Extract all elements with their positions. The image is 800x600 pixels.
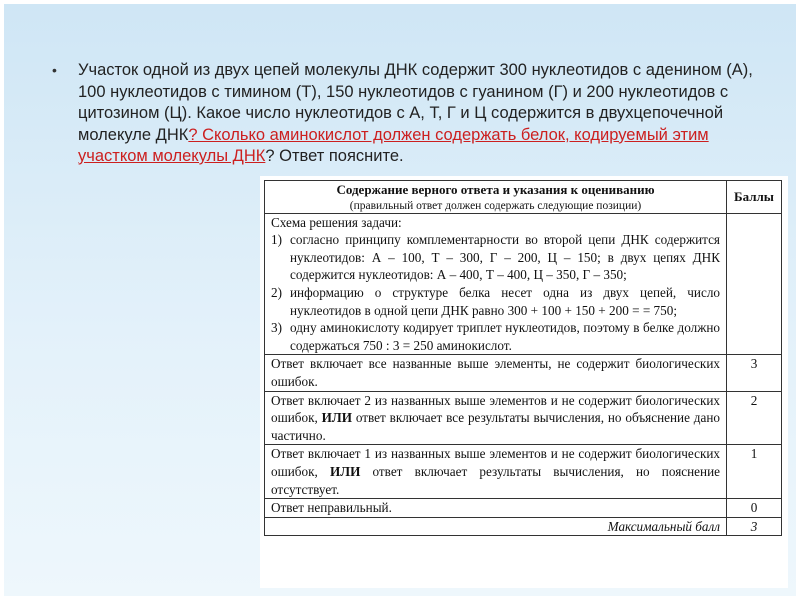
criteria-text-cell bbox=[265, 499, 727, 518]
criteria-row bbox=[265, 355, 782, 391]
task-paragraph bbox=[52, 60, 772, 168]
scheme-item bbox=[271, 319, 720, 354]
max-value: 3 bbox=[727, 517, 782, 536]
criteria-text-cell bbox=[265, 445, 727, 499]
header-content-cell bbox=[265, 181, 727, 214]
criteria-text-cell bbox=[265, 355, 727, 391]
task-instruction: ? Ответ поясните. bbox=[265, 147, 404, 165]
max-label: Максимальный балл bbox=[265, 517, 727, 536]
scheme-points-cell bbox=[727, 213, 782, 355]
criteria-text: ответ включает все результаты вычисления, но объяснение дано частично. bbox=[271, 410, 720, 443]
scheme-cell bbox=[265, 213, 727, 355]
criteria-points: 0 bbox=[727, 499, 782, 518]
criteria-row bbox=[265, 499, 782, 518]
task-statement: Участок одной из двух цепей молекулы ДНК содержит 300 нуклеотидов с аденином (А), 100 нуклеотидов с тимином (Т), 150 нуклеотидов с гуанином (Г) и 200 нуклеотидов с цитозином (Ц). Какое число нуклеотидов с А, Т, Г и Ц содержится в двухцепочечной молекуле ДНК bbox=[78, 61, 753, 144]
header-points-cell: Баллы bbox=[727, 181, 782, 214]
task-text bbox=[78, 60, 772, 168]
task-question: ? Сколько аминокислот должен содержать белок, кодируемый этим участком молекулы ДНК bbox=[78, 125, 709, 165]
scheme-item-number: 2) bbox=[271, 284, 282, 300]
table-header-row bbox=[265, 181, 782, 214]
scheme-row bbox=[265, 213, 782, 355]
criteria-text-cell bbox=[265, 391, 727, 445]
scheme-item bbox=[271, 284, 720, 319]
scheme-item-text: информацию о структуре белка несет одна из двух цепей, число нуклеотидов в одной цепи ДНК равно 300 + 100 + 150 + 200 = = 750; bbox=[290, 284, 720, 318]
slide bbox=[4, 4, 796, 596]
scheme-item bbox=[271, 231, 720, 284]
criteria-row bbox=[265, 445, 782, 499]
criteria-points: 1 bbox=[727, 445, 782, 499]
criteria-points: 2 bbox=[727, 391, 782, 445]
scheme-item-number: 1) bbox=[271, 232, 282, 248]
max-row bbox=[265, 517, 782, 536]
criteria-points: 3 bbox=[727, 355, 782, 391]
criteria-text: Ответ неправильный. bbox=[271, 500, 392, 516]
criteria-text: Ответ включает 1 из названных выше элементов и не содержит биологических ошибок, bbox=[271, 446, 720, 479]
criteria-text: Ответ включает все названные выше элементы, не содержит биологических ошибок. bbox=[271, 356, 720, 389]
criteria-or: ИЛИ bbox=[329, 463, 361, 479]
criteria-text: Ответ включает 2 из названных выше элементов и не содержит биологических ошибок, bbox=[271, 392, 720, 426]
grading-table bbox=[264, 180, 782, 536]
header-subtitle: (правильный ответ должен содержать следующие позиции) bbox=[349, 199, 642, 212]
scheme-list bbox=[271, 231, 720, 354]
criteria-or: ИЛИ bbox=[321, 410, 352, 426]
scheme-item-text: одну аминокислоту кодирует триплет нуклеотидов, поэтому в белке должно содержаться 750 : 3 = 250 аминокислот. bbox=[290, 320, 720, 353]
grading-document bbox=[260, 176, 788, 588]
scheme-item-number: 3) bbox=[271, 320, 282, 336]
bullet-marker: • bbox=[52, 62, 57, 78]
scheme-title: Схема решения задачи: bbox=[271, 214, 402, 230]
header-title: Содержание верного ответа и указания к оцениванию bbox=[336, 182, 655, 197]
criteria-row bbox=[265, 391, 782, 445]
scheme-item-text: согласно принципу комплементарности во второй цепи ДНК содержится нуклеотидов: А – 100, Т – 300, Г – 200, Ц – 150; в двух цепях ДНК содержится нуклеотидов: А – 400, Т – 400, Ц – 350, Г – 350; bbox=[290, 232, 720, 283]
criteria-text: ответ включает результаты вычисления, но пояснение отсутствует. bbox=[271, 463, 720, 497]
